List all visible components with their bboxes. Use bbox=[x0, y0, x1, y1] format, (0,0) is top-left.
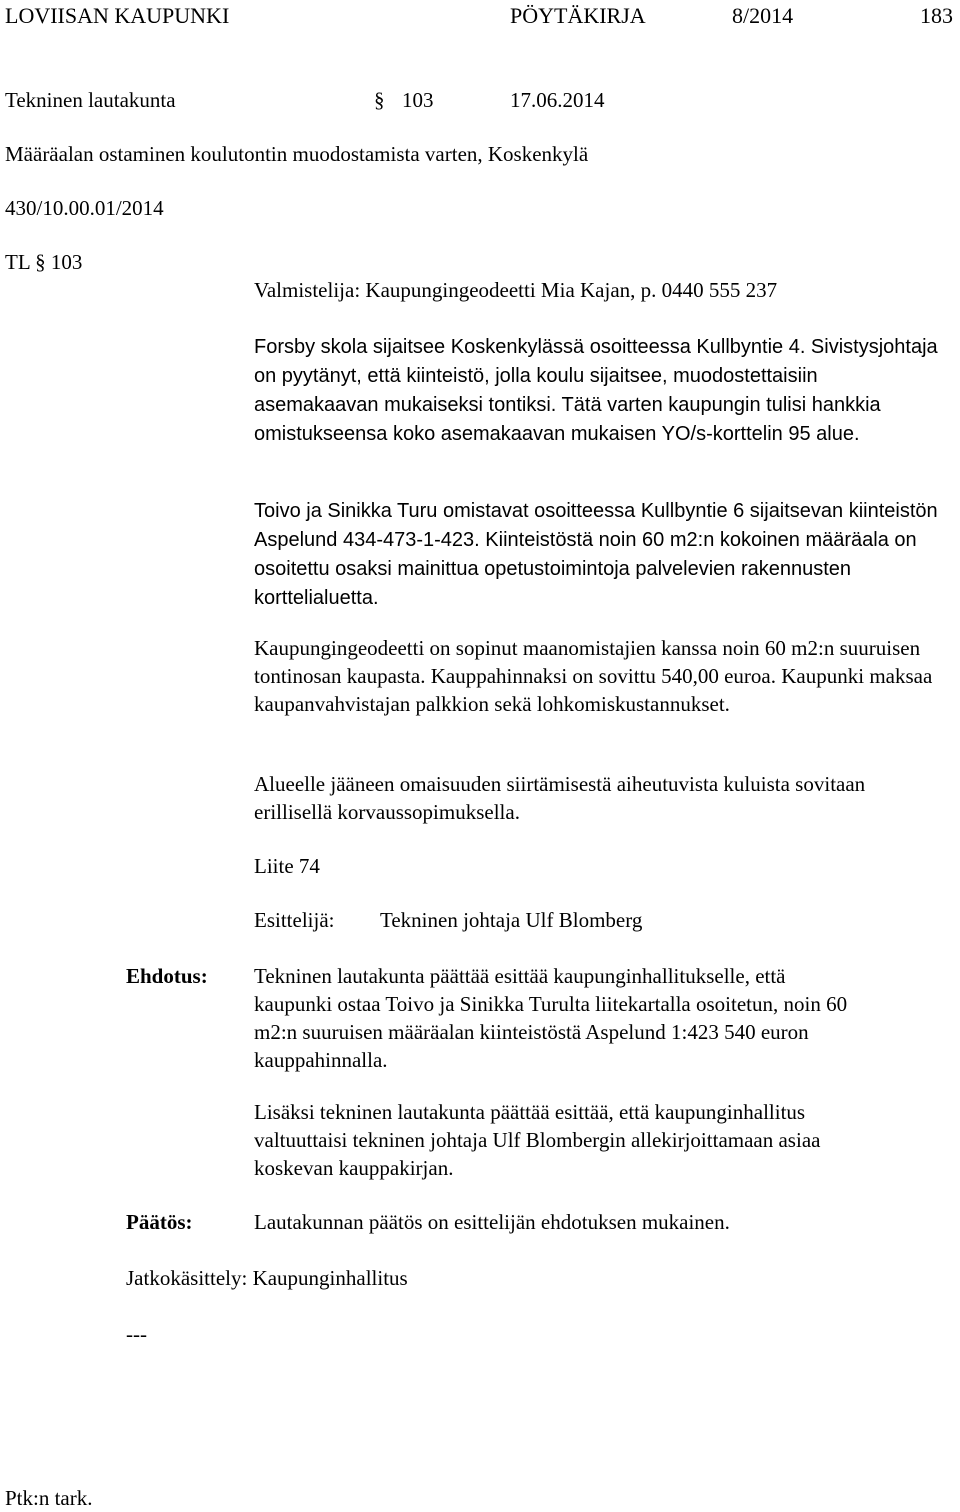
paragraph-3 bbox=[254, 634, 944, 718]
tl-reference bbox=[5, 248, 82, 276]
presenter-value: Tekninen johtaja Ulf Blomberg bbox=[380, 908, 643, 932]
preparer: Valmistelija: Kaupungingeodeetti Mia Kajan, p. 0440 555 237 bbox=[254, 278, 778, 302]
issue-number: 8/2014 bbox=[732, 3, 794, 28]
proposal-text-2: Lisäksi tekninen lautakunta päättää esittää, että kaupunginhallitus valtuuttaisi tekninen johtaja Ulf Blombergin allekirjoittamaan asiaa koskevan kauppakirjan. bbox=[254, 1100, 821, 1180]
document-type: PÖYTÄKIRJA bbox=[510, 3, 646, 28]
org-name: LOVIISAN KAUPUNKI bbox=[5, 3, 230, 28]
paragraph-3-part-1: Kaupungingeodeetti on sopinut maanomistajien kanssa noin 60 m2:n suuruisen tontinosan kaupasta. Kauppahinnaksi on sovittu 540,00 euroa. bbox=[254, 636, 921, 688]
paragraph-1 bbox=[254, 332, 944, 448]
section-sign: § bbox=[374, 88, 385, 112]
attachment-ref: Liite 74 bbox=[254, 854, 320, 878]
paragraph-2 bbox=[254, 496, 944, 612]
tl-number: 103 bbox=[50, 250, 83, 274]
paragraph-3-part-2: Kaupunki maksaa kaupanvahvistajan palkkion sekä lohkomiskustannukset. bbox=[254, 664, 933, 716]
separator: --- bbox=[126, 1322, 147, 1346]
page-number: 183 bbox=[920, 3, 953, 28]
paragraph-2-part-1: Toivo ja Sinikka Turu omistavat osoitteessa Kullbyntie 6 sijaitsevan kiinteistön Aspelund 434-473-1-423. bbox=[254, 500, 938, 551]
tl-section-sign: § bbox=[35, 250, 46, 274]
board-name: Tekninen lautakunta bbox=[5, 88, 176, 112]
paragraph-1-part-2: Tätä varten kaupungin tulisi hankkia omistukseensa koko asemakaavan mukaisen YO/s-korttelin 95 alue. bbox=[254, 394, 881, 445]
paragraph-1-part-1: Forsby skola sijaitsee Koskenkylässä osoitteessa Kullbyntie 4. Sivistysjohtaja on pyytänyt, että kiinteistö, jolla koulu sijaitsee, muodostettaisiin asemakaavan mukaiseksi tontiksi. bbox=[254, 336, 938, 416]
decision-text: Lautakunnan päätös on esittelijän ehdotuksen mukainen. bbox=[254, 1210, 730, 1234]
paragraph-4 bbox=[254, 770, 944, 826]
paragraph-2-part-2: Kiinteistöstä noin 60 m2:n kokoinen määräala on osoitettu osaksi mainittua opetustoimintoja palvelevien rakennusten korttelialuetta. bbox=[254, 529, 917, 609]
presenter-label: Esittelijä: bbox=[254, 908, 335, 932]
meeting-date: 17.06.2014 bbox=[510, 88, 605, 112]
footer-check: Ptk:n tark. bbox=[5, 1486, 93, 1510]
page-title: Määräalan ostaminen koulutontin muodostamista varten, Koskenkylä bbox=[5, 142, 589, 166]
file-number: 430/10.00.01/2014 bbox=[5, 196, 164, 220]
section-number: 103 bbox=[402, 88, 434, 112]
paragraph-4-part-1: Alueelle jääneen omaisuuden siirtämisestä aiheutuvista kuluista sovitaan erillisellä korvaussopimuksella. bbox=[254, 772, 866, 824]
decision-label: Päätös: bbox=[126, 1210, 193, 1234]
proposal-text-1: Tekninen lautakunta päättää esittää kaupunginhallitukselle, että kaupunki ostaa Toivo ja Sinikka Turulta liitekartalla osoitetun, noin 60 m2:n suuruisen määräalan kiinteistöstä Aspelund 1:423 540 euron kauppahinnalla. bbox=[254, 964, 848, 1072]
proposal-label: Ehdotus: bbox=[126, 964, 208, 988]
tl-prefix: TL bbox=[5, 250, 30, 274]
followup: Jatkokäsittely: Kaupunginhallitus bbox=[126, 1266, 408, 1290]
